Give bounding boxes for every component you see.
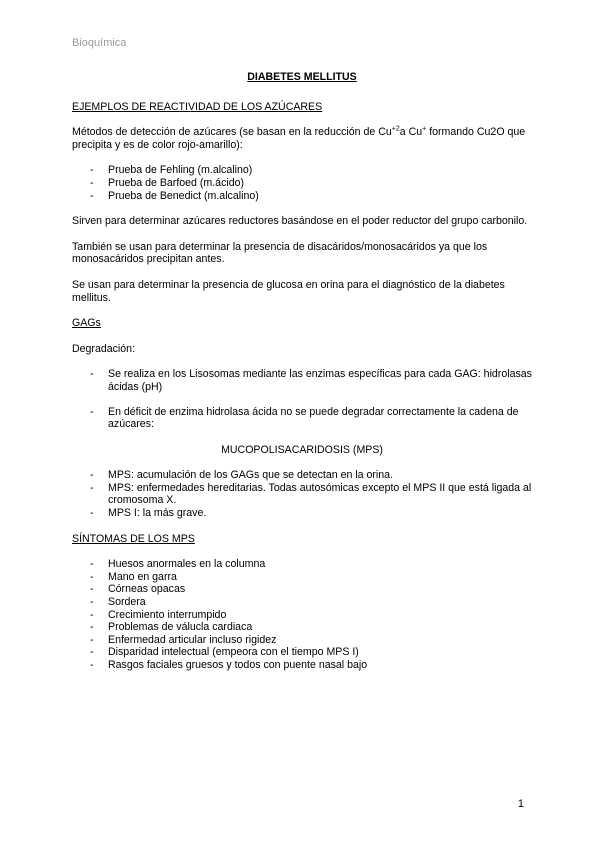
page-number: 1 — [517, 798, 524, 810]
section-heading-sintomas: SÍNTOMAS DE LOS MPS — [72, 532, 195, 545]
degradacion-label: Degradación: — [72, 342, 136, 355]
list-item: - Disparidad intelectual (empeora con el tiempo MPS I) — [72, 646, 532, 659]
list-item: - Se realiza en los Lisosomas mediante las enzimas específicas para cada GAG: hidrolasas ácidas (pH) — [72, 368, 532, 393]
list-item: - Crecimiento interrumpido — [72, 609, 532, 622]
list-item: - Prueba de Benedict (m.alcalino) — [72, 190, 532, 203]
list-item: - Problemas de válucla cardiaca — [72, 621, 532, 634]
list-item: - MPS I: la más grave. — [72, 507, 532, 520]
section-heading-reactividad: EJEMPLOS DE REACTIVIDAD DE LOS AZÚCARES — [72, 100, 323, 113]
list-item: - Mano en garra — [72, 571, 532, 584]
list-item: - Prueba de Barfoed (m.ácido) — [72, 177, 532, 190]
list-item: - Prueba de Fehling (m.alcalino) — [72, 164, 532, 177]
list-item: - MPS: acumulación de los GAGs que se detectan en la orina. — [72, 469, 532, 482]
tests-list — [72, 164, 532, 202]
page-header: Bioquímica — [72, 37, 127, 49]
list-item: - Sordera — [72, 596, 532, 609]
list-item: - En déficit de enzima hidrolasa ácida no se puede degradar correctamente la cadena de azúcares: — [72, 406, 532, 431]
mps-list — [72, 469, 532, 519]
list-item: - Enfermedad articular incluso rigidez — [72, 634, 532, 647]
section-heading-gags: GAGs — [72, 317, 101, 330]
paragraph-glucosa: Se usan para determinar la presencia de glucosa en orina para el diagnóstico de la diabetes mellitus. — [72, 278, 505, 304]
paragraph-reductores: Sirven para determinar azúcares reductores basándose en el poder reductor del grupo carbonilo. — [72, 215, 528, 228]
degradation-list — [72, 368, 532, 430]
list-item: - Córneas opacas — [72, 583, 532, 596]
document-title: DIABETES MELLITUS — [247, 71, 357, 83]
page-content — [72, 71, 532, 685]
list-item: - MPS: enfermedades hereditarias. Todas autosómicas excepto el MPS II que está ligada al cromosoma X. — [72, 482, 532, 507]
detection-methods-intro: Métodos de detección de azúcares (se basan en la reducción de $Cu^{+2}a$ Cu+ formando Cu2O que precipita y es de color rojo-amarillo): — [72, 125, 526, 151]
mps-heading: MUCOPOLISACARIDOSIS (MPS) — [221, 443, 383, 456]
symptoms-list — [72, 558, 532, 671]
list-item: - Huesos anormales en la columna — [72, 558, 532, 571]
paragraph-disacaridos: También se usan para determinar la presencia de disacáridos/monosacáridos ya que los monosacáridos precipitan antes. — [72, 240, 488, 266]
list-item: - Rasgos faciales gruesos y todos con puente nasal bajo — [72, 659, 532, 672]
